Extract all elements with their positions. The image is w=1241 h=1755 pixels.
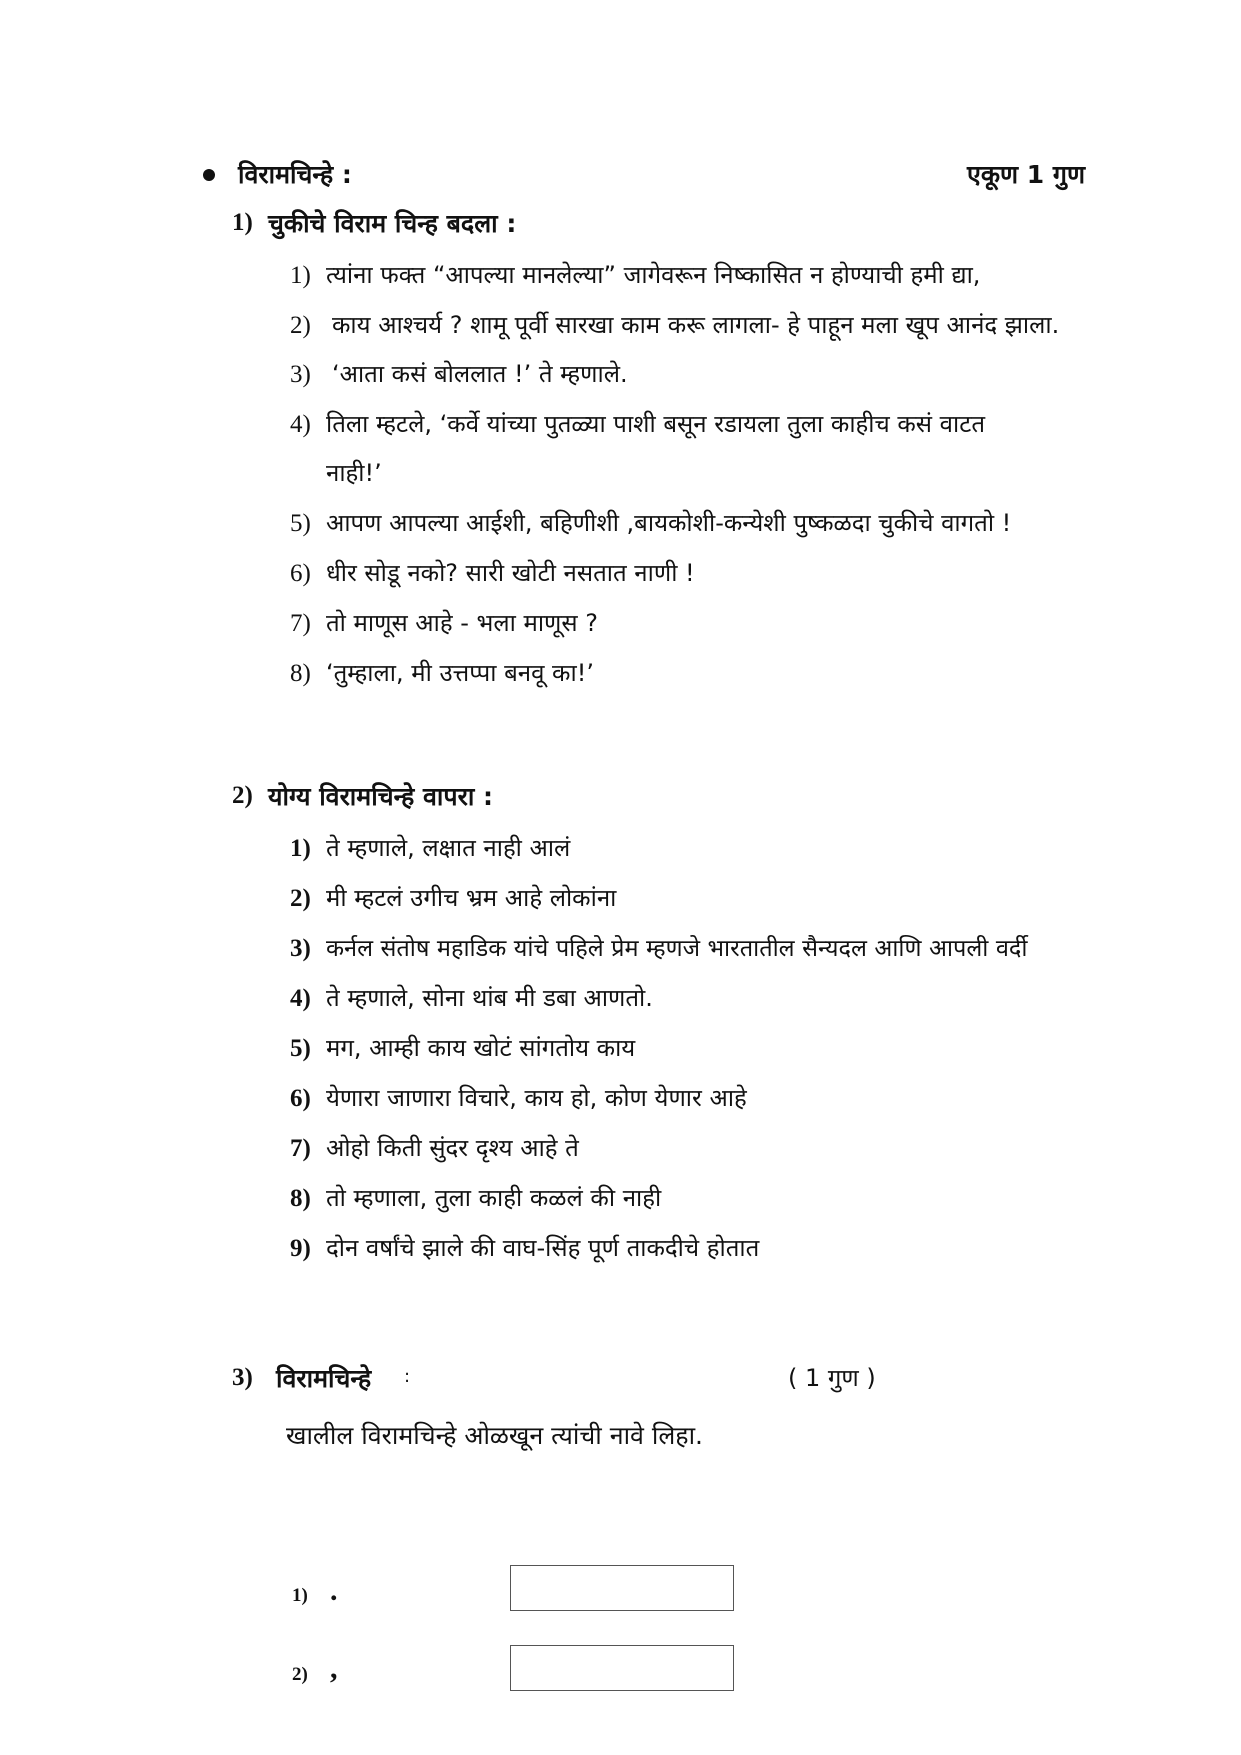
list-item-number: 7) <box>290 1135 311 1162</box>
list-item-number: 5) <box>290 1035 311 1062</box>
list-item-number: 2) <box>290 885 311 912</box>
list-item: ‘तुम्हाला, मी उत्तप्पा बनवू का!’ <box>326 659 594 687</box>
bullet-icon <box>203 169 215 181</box>
answer-row-number: 2) <box>292 1664 308 1685</box>
section3-marks: ( 1 गुण ) <box>788 1364 876 1392</box>
list-item-number: 5) <box>290 510 311 537</box>
list-item: मग, आम्ही काय खोटं सांगतोय काय <box>326 1034 636 1062</box>
list-item-number: 3) <box>290 361 311 388</box>
list-item: मी म्हटलं उगीच भ्रम आहे लोकांना <box>326 884 617 912</box>
list-item: ते म्हणाले, सोना थांब मी डबा आणतो. <box>326 984 653 1012</box>
punctuation-symbol: . <box>330 1574 338 1607</box>
list-item-number: 6) <box>290 1085 311 1112</box>
section-heading: विरामचिन्हे : <box>238 160 352 189</box>
list-item: काय आश्चर्य ? शामू पूर्वी सारखा काम करू लागला- हे पाहून मला खूप आनंद झाला. <box>332 311 1060 339</box>
list-item-number: 6) <box>290 560 311 587</box>
list-item: येणारा जाणारा विचारे, काय हो, कोण येणार आहे <box>326 1084 747 1112</box>
list-item-number: 4) <box>290 985 311 1012</box>
list-item: कर्नल संतोष महाडिक यांचे पहिले प्रेम म्हणजे भारतातील सैन्यदल आणि आपली वर्दी <box>326 934 1028 962</box>
list-item: दोन वर्षांचे झाले की वाघ-सिंह पूर्ण ताकदीचे होतात <box>326 1234 760 1262</box>
list-item: ‘आता कसं बोललात !’ ते म्हणाले. <box>332 360 628 388</box>
section2-title: योग्य विरामचिन्हे वापरा : <box>268 782 494 811</box>
list-item-number: 1) <box>290 262 311 289</box>
total-marks: एकूण 1 गुण <box>967 160 1086 189</box>
list-item: तिला म्हटले, ‘कर्वे यांच्या पुतळ्या पाशी बसून रडायला तुला काहीच कसं वाटत <box>326 410 985 438</box>
list-item-number: 9) <box>290 1235 311 1262</box>
section3-colon: : <box>404 1366 411 1387</box>
list-item-number: 2) <box>290 312 311 339</box>
list-item: ते म्हणाले, लक्षात नाही आलं <box>326 834 571 862</box>
list-item-number: 3) <box>290 935 311 962</box>
list-item-number: 8) <box>290 660 311 687</box>
list-item: ओहो किती सुंदर दृश्य आहे ते <box>326 1134 579 1162</box>
list-item: धीर सोडू नको? सारी खोटी नसतात नाणी ! <box>326 559 695 587</box>
list-item-continuation: नाही!’ <box>326 459 382 487</box>
answer-box[interactable] <box>510 1565 734 1611</box>
list-item: तो माणूस आहे - भला माणूस ? <box>326 609 598 637</box>
section3-title: विरामचिन्हे <box>276 1364 372 1393</box>
list-item: त्यांना फक्त “आपल्या मानलेल्या” जागेवरून निष्कासित न होण्याची हमी द्या, <box>326 261 981 289</box>
answer-row-number: 1) <box>292 1585 308 1606</box>
section1-number: 1) <box>232 209 253 236</box>
list-item: तो म्हणाला, तुला काही कळलं की नाही <box>326 1184 662 1212</box>
list-item-number: 4) <box>290 411 311 438</box>
answer-box[interactable] <box>510 1645 734 1691</box>
list-item-number: 1) <box>290 835 311 862</box>
section1-title: चुकीचे विराम चिन्ह बदला : <box>268 209 517 238</box>
list-item-number: 8) <box>290 1185 311 1212</box>
punctuation-symbol: , <box>330 1652 338 1685</box>
list-item: आपण आपल्या आईशी, बहिणीशी ,बायकोशी-कन्येशी पुष्कळदा चुकीचे वागतो ! <box>326 509 1012 537</box>
section3-number: 3) <box>232 1364 253 1391</box>
list-item-number: 7) <box>290 610 311 637</box>
section2-number: 2) <box>232 782 253 809</box>
section3-instruction: खालील विरामचिन्हे ओळखून त्यांची नावे लिहा. <box>286 1421 704 1450</box>
